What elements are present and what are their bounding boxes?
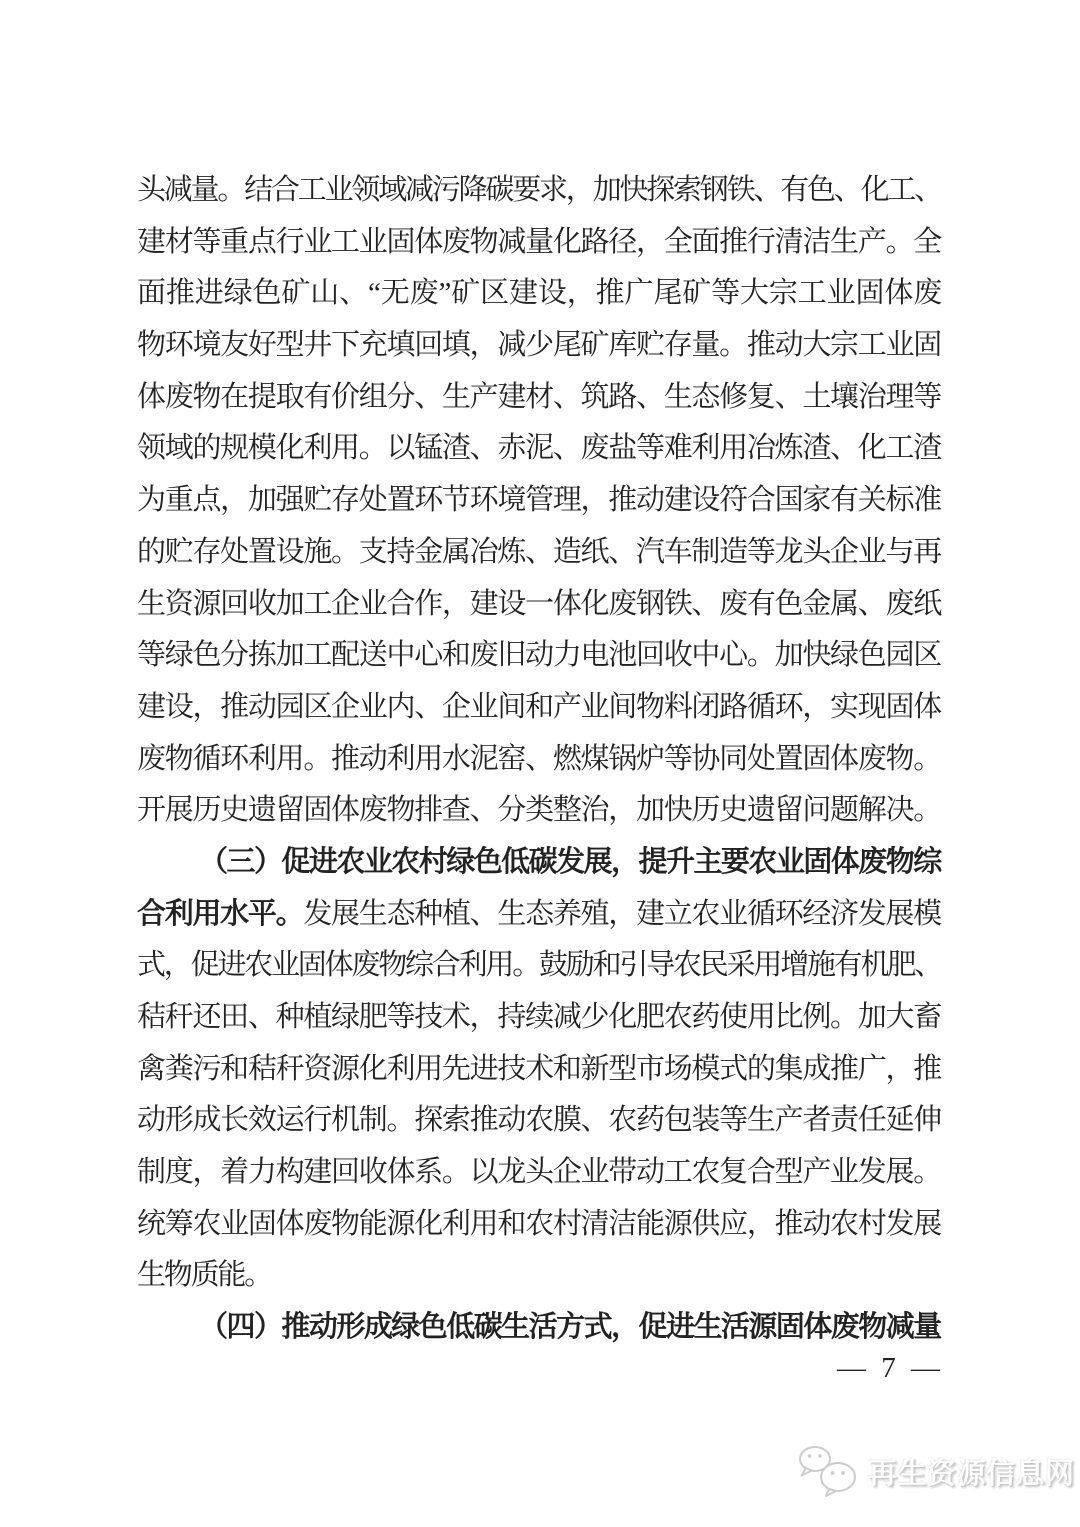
- text-line: 禽粪污和秸秆资源化利用先进技术和新型市场模式的集成推广，推: [137, 1052, 940, 1085]
- text-line: 统筹农业固体废物能源化利用和农村清洁能源供应，推动农村发展: [137, 1207, 940, 1240]
- text-line: 领域的规模化利用。以锰渣、赤泥、废盐等难利用冶炼渣、化工渣: [137, 432, 940, 465]
- text-line: 为重点，加强贮存处置环节环境管理，推动建设符合国家有关标准: [137, 484, 940, 517]
- wechat-chat-bubbles-icon: [796, 1444, 862, 1498]
- text-line: 等绿色分拣加工配送中心和废旧动力电池回收中心。加快绿色园区: [137, 639, 940, 672]
- watermark: [796, 1444, 1075, 1498]
- text-line: 建设，推动园区企业内、企业间和产业间物料闭路循环，实现固体: [137, 690, 940, 723]
- document-body: [137, 165, 940, 1354]
- text-line: 式，促进农业固体废物综合利用。鼓励和引导农民采用增施有机肥、: [137, 949, 942, 982]
- text-line: （三）促进农业农村绿色低碳发展，提升主要农业固体废物综: [199, 845, 940, 878]
- text-line: 废物循环利用。推动利用水泥窑、燃煤锅炉等协同处置固体废物。: [137, 742, 940, 775]
- text-line: 的贮存处置设施。支持金属冶炼、造纸、汽车制造等龙头企业与再: [137, 535, 940, 568]
- watermark-label: 再生资源信息网: [868, 1457, 1075, 1490]
- text-line: 合利用水平。发展生态种植、生态养殖，建立农业循环经济发展模: [137, 897, 940, 930]
- text-line: （四）推动形成绿色低碳生活方式，促进生活源固体废物减量: [199, 1311, 940, 1344]
- text-line: 体废物在提取有价组分、生产建材、筑路、生态修复、土壤治理等: [137, 380, 940, 413]
- text-line: 头减量。结合工业领域减污降碳要求，加快探索钢铁、有色、化工、: [137, 174, 942, 206]
- text-line: 制度，着力构建回收体系。以龙头企业带动工农复合型产业发展。: [137, 1156, 940, 1189]
- text-line: 物环境友好型井下充填回填，减少尾矿库贮存量。推动大宗工业固: [137, 329, 940, 362]
- text-line: 面推进绿色矿山、“无废”矿区建设，推广尾矿等大宗工业固体废: [137, 277, 940, 310]
- page-number: — 7 —: [837, 1352, 940, 1384]
- text-line: 秸秆还田、种植绿肥等技术，持续减少化肥农药使用比例。加大畜: [137, 1001, 940, 1033]
- text-line: 生物质能。: [137, 1259, 272, 1292]
- text-line: 开展历史遗留固体废物排查、分类整治，加快历史遗留问题解决。: [137, 794, 940, 827]
- text-line: 动形成长效运行机制。探索推动农膜、农药包装等生产者责任延伸: [137, 1104, 940, 1137]
- text-line: 建材等重点行业工业固体废物减量化路径，全面推行清洁生产。全: [137, 225, 940, 258]
- text-line: 生资源回收加工企业合作，建设一体化废钢铁、废有色金属、废纸: [137, 587, 940, 620]
